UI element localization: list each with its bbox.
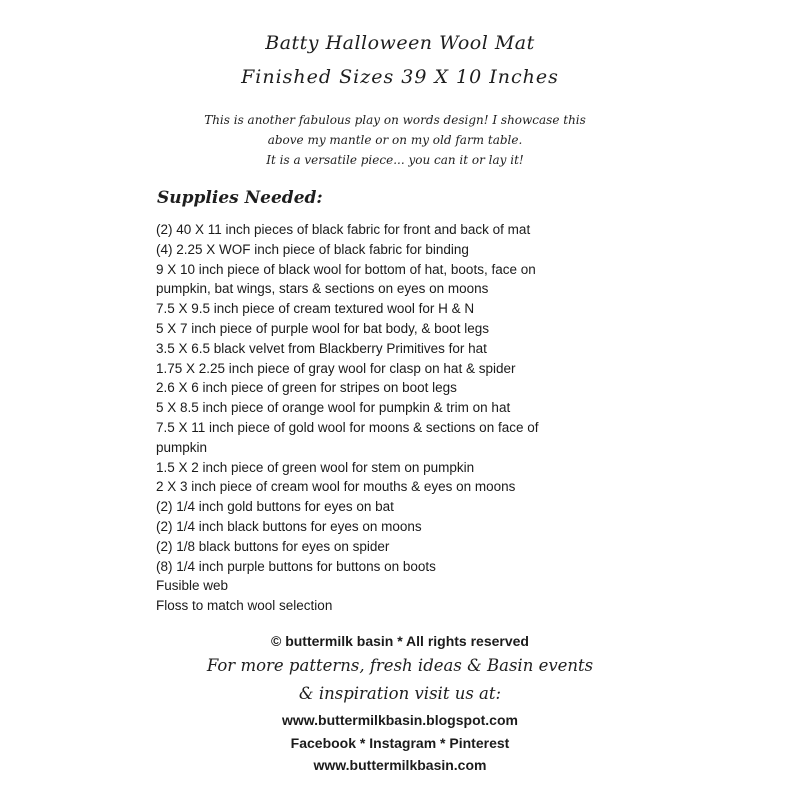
supplies-heading: Supplies Needed: [157, 188, 323, 208]
supply-item: 5 X 8.5 inch piece of orange wool for pumpkin & trim on hat [156, 400, 511, 416]
supplies-list [156, 220, 626, 616]
blog-url: www.buttermilkbasin.blogspot.com [282, 712, 518, 728]
supply-item: (2) 1/8 black buttons for eyes on spider [156, 538, 390, 554]
supply-item: Floss to match wool selection [156, 598, 333, 614]
website-url: www.buttermilkbasin.com [313, 757, 487, 773]
finished-sizes: Finished Sizes 39 X 10 Inches [241, 66, 559, 88]
supply-item: 9 X 10 inch piece of black wool for bottom of hat, boots, face on [156, 261, 536, 277]
supply-item: pumpkin [156, 439, 208, 455]
supply-item: (2) 1/4 inch black buttons for eyes on moons [156, 518, 422, 534]
more-info-line-2: & inspiration visit us at: [298, 684, 502, 703]
supply-item: 5 X 7 inch piece of purple wool for bat body, & boot legs [156, 320, 489, 336]
intro-line: It is a versatile piece... you can it or lay it! [266, 153, 524, 167]
intro-line: above my mantle or on my old farm table. [267, 133, 523, 147]
intro-text [150, 110, 640, 170]
pattern-title: Batty Halloween Wool Mat [265, 32, 535, 54]
supply-item: Fusible web [156, 578, 229, 594]
supply-item: 1.75 X 2.25 inch piece of gray wool for clasp on hat & spider [156, 360, 516, 376]
supply-item: (2) 1/4 inch gold buttons for eyes on bat [156, 499, 394, 515]
supply-item: 7.5 X 11 inch piece of gold wool for moons & sections on face of [156, 419, 539, 435]
copyright-notice: © buttermilk basin * All rights reserved [271, 633, 529, 649]
supply-item: 1.5 X 2 inch piece of green wool for stem on pumpkin [156, 459, 475, 475]
supply-item: (8) 1/4 inch purple buttons for buttons on boots [156, 558, 436, 574]
supply-item: 3.5 X 6.5 black velvet from Blackberry Primitives for hat [156, 340, 487, 356]
supply-item: pumpkin, bat wings, stars & sections on eyes on moons [156, 281, 489, 297]
intro-line: This is another fabulous play on words design! I showcase this [204, 113, 586, 127]
supply-item: (2) 40 X 11 inch pieces of black fabric for front and back of mat [156, 222, 531, 237]
social-links: Facebook * Instagram * Pinterest [290, 735, 510, 751]
supply-item: 7.5 X 9.5 inch piece of cream textured wool for H & N [156, 301, 475, 317]
supply-item: 2.6 X 6 inch piece of green for stripes on boot legs [156, 380, 457, 396]
more-info-line-1: For more patterns, fresh ideas & Basin events [206, 656, 594, 675]
supply-item: (4) 2.25 X WOF inch piece of black fabric for binding [156, 241, 469, 257]
supply-item: 2 X 3 inch piece of cream wool for mouths & eyes on moons [156, 479, 516, 495]
